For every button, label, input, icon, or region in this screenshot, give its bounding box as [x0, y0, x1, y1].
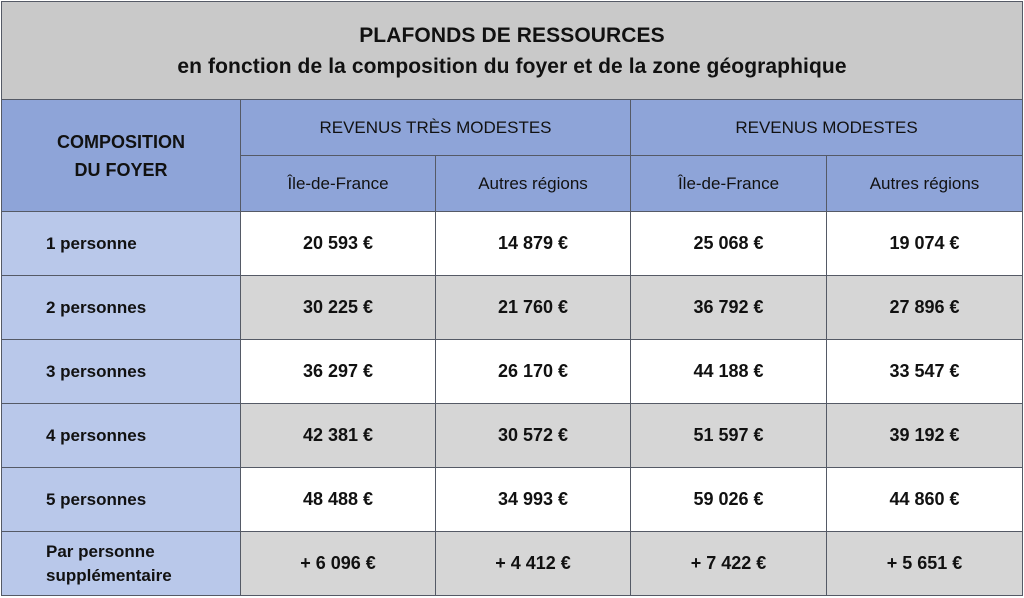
title-row: [2, 2, 1023, 100]
cell-value: 42 381 €: [241, 404, 436, 468]
cell-value: 20 593 €: [241, 212, 436, 276]
table-row: [2, 532, 1023, 596]
cell-value: 59 026 €: [631, 468, 827, 532]
cell-value: 34 993 €: [436, 468, 631, 532]
composition-header-line1: COMPOSITION: [56, 131, 185, 152]
table-row: [2, 404, 1023, 468]
table-row: [2, 212, 1023, 276]
cell-value: + 4 412 €: [436, 532, 631, 596]
subheader-idf-modestes: Île-de-France: [631, 156, 827, 212]
row-label: 4 personnes: [2, 404, 241, 468]
cell-value: 21 760 €: [436, 276, 631, 340]
cell-value: + 7 422 €: [631, 532, 827, 596]
cell-value: 44 188 €: [631, 340, 827, 404]
cell-value: 30 572 €: [436, 404, 631, 468]
resource-ceilings-table: [1, 1, 1023, 596]
cell-value: 27 896 €: [827, 276, 1023, 340]
row-label: 2 personnes: [2, 276, 241, 340]
table-row: [2, 468, 1023, 532]
group-header-tres-modestes: REVENUS TRÈS MODESTES: [241, 100, 631, 156]
cell-value: 14 879 €: [436, 212, 631, 276]
row-label-line2: supplémentaire: [46, 565, 172, 585]
cell-value: 36 792 €: [631, 276, 827, 340]
subheader-regions-tres-modestes: Autres régions: [436, 156, 631, 212]
cell-value: + 6 096 €: [241, 532, 436, 596]
subheader-idf-tres-modestes: Île-de-France: [241, 156, 436, 212]
row-label: 1 personne: [2, 212, 241, 276]
cell-value: 44 860 €: [827, 468, 1023, 532]
resource-ceilings-table-container: [1, 1, 1022, 596]
row-label: 5 personnes: [2, 468, 241, 532]
table-row: [2, 276, 1023, 340]
row-label: 3 personnes: [2, 340, 241, 404]
cell-value: 36 297 €: [241, 340, 436, 404]
cell-value: 25 068 €: [631, 212, 827, 276]
cell-value: 51 597 €: [631, 404, 827, 468]
cell-value: 33 547 €: [827, 340, 1023, 404]
composition-header-line2: DU FOYER: [74, 159, 168, 180]
title-main: PLAFONDS DE RESSOURCES: [359, 23, 665, 47]
table-title: [2, 2, 1023, 100]
composition-header: [2, 100, 241, 212]
cell-value: 48 488 €: [241, 468, 436, 532]
header-row-groups: [2, 100, 1023, 156]
cell-value: 39 192 €: [827, 404, 1023, 468]
cell-value: 30 225 €: [241, 276, 436, 340]
cell-value: + 5 651 €: [827, 532, 1023, 596]
table-row: [2, 340, 1023, 404]
row-label-line1: Par personne: [46, 541, 155, 561]
title-subtitle: en fonction de la composition du foyer et de la zone géographique: [177, 54, 847, 78]
cell-value: 19 074 €: [827, 212, 1023, 276]
row-label: [2, 532, 241, 596]
cell-value: 26 170 €: [436, 340, 631, 404]
subheader-regions-modestes: Autres régions: [827, 156, 1023, 212]
group-header-modestes: REVENUS MODESTES: [631, 100, 1023, 156]
